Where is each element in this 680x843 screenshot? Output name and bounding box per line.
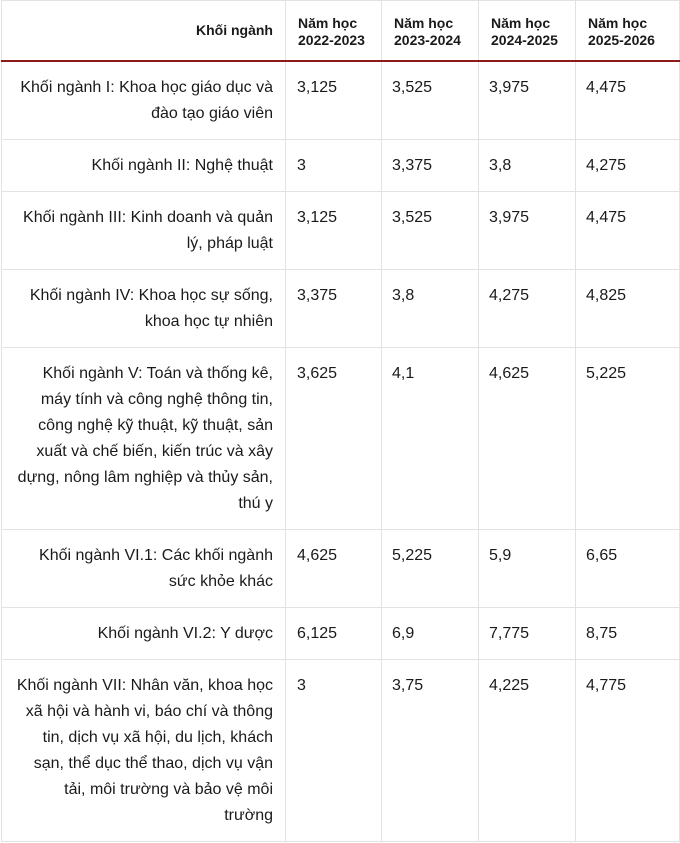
- table-header: [2, 1, 680, 61]
- value-cell: 3: [286, 659, 382, 841]
- value-cell: 4,625: [286, 529, 382, 607]
- row-label: Khối ngành I: Khoa học giáo dục và đào tạo giáo viên: [2, 61, 286, 140]
- table-row: [2, 607, 680, 659]
- header-line2: 2025-2026: [588, 32, 655, 48]
- header-line2: 2024-2025: [491, 32, 558, 48]
- value-cell: 3,8: [382, 269, 479, 347]
- value-cell: 5,225: [576, 347, 680, 529]
- value-cell: 3,75: [382, 659, 479, 841]
- value-cell: 6,125: [286, 607, 382, 659]
- table-row: [2, 347, 680, 529]
- table-row: [2, 139, 680, 191]
- value-cell: 7,775: [479, 607, 576, 659]
- header-line2: 2022-2023: [298, 32, 365, 48]
- value-cell: 4,1: [382, 347, 479, 529]
- value-cell: 3,625: [286, 347, 382, 529]
- value-cell: 5,225: [382, 529, 479, 607]
- value-cell: 4,625: [479, 347, 576, 529]
- header-cell-khoi-nganh: [2, 1, 286, 61]
- value-cell: 5,9: [479, 529, 576, 607]
- row-label: Khối ngành VI.2: Y dược: [2, 607, 286, 659]
- header-line1: Năm học: [394, 15, 454, 31]
- row-label: Khối ngành II: Nghệ thuật: [2, 139, 286, 191]
- header-cell-2023-2024: [382, 1, 479, 61]
- table-row: [2, 529, 680, 607]
- value-cell: 3,375: [286, 269, 382, 347]
- value-cell: 3,375: [382, 139, 479, 191]
- value-cell: 3,975: [479, 191, 576, 269]
- value-cell: 3,525: [382, 191, 479, 269]
- value-cell: 6,65: [576, 529, 680, 607]
- table-row: [2, 659, 680, 841]
- header-line2: 2023-2024: [394, 32, 461, 48]
- row-label: Khối ngành IV: Khoa học sự sống, khoa học tự nhiên: [2, 269, 286, 347]
- header-row: [2, 1, 680, 61]
- value-cell: 4,275: [479, 269, 576, 347]
- value-cell: 4,475: [576, 191, 680, 269]
- header-label: Khối ngành: [196, 22, 273, 38]
- value-cell: 3,125: [286, 61, 382, 140]
- value-cell: 4,825: [576, 269, 680, 347]
- header-line1: Năm học: [588, 15, 648, 31]
- row-label: Khối ngành VII: Nhân văn, khoa học xã hội và hành vi, báo chí và thông tin, dịch vụ xã hội, du lịch, khách sạn, thể dục thể thao, dịch vụ vận tải, môi trường và bảo vệ môi trường: [2, 659, 286, 841]
- table-row: [2, 61, 680, 140]
- value-cell: 3,975: [479, 61, 576, 140]
- value-cell: 8,75: [576, 607, 680, 659]
- value-cell: 3,8: [479, 139, 576, 191]
- value-cell: 6,9: [382, 607, 479, 659]
- row-label: Khối ngành III: Kinh doanh và quản lý, pháp luật: [2, 191, 286, 269]
- value-cell: 3,525: [382, 61, 479, 140]
- header-line1: Năm học: [298, 15, 358, 31]
- table-row: [2, 269, 680, 347]
- value-cell: 3,125: [286, 191, 382, 269]
- header-cell-2022-2023: [286, 1, 382, 61]
- value-cell: 4,275: [576, 139, 680, 191]
- value-cell: 4,475: [576, 61, 680, 140]
- tuition-table: [1, 0, 680, 842]
- header-cell-2025-2026: [576, 1, 680, 61]
- value-cell: 4,225: [479, 659, 576, 841]
- row-label: Khối ngành V: Toán và thống kê, máy tính và công nghệ thông tin, công nghệ kỹ thuật, kỹ thuật, sản xuất và chế biến, kiến trúc và xây dựng, nông lâm nghiệp và thủy sản, thú y: [2, 347, 286, 529]
- value-cell: 4,775: [576, 659, 680, 841]
- table-row: [2, 191, 680, 269]
- value-cell: 3: [286, 139, 382, 191]
- table-body: [2, 61, 680, 842]
- row-label: Khối ngành VI.1: Các khối ngành sức khỏe khác: [2, 529, 286, 607]
- header-cell-2024-2025: [479, 1, 576, 61]
- header-line1: Năm học: [491, 15, 551, 31]
